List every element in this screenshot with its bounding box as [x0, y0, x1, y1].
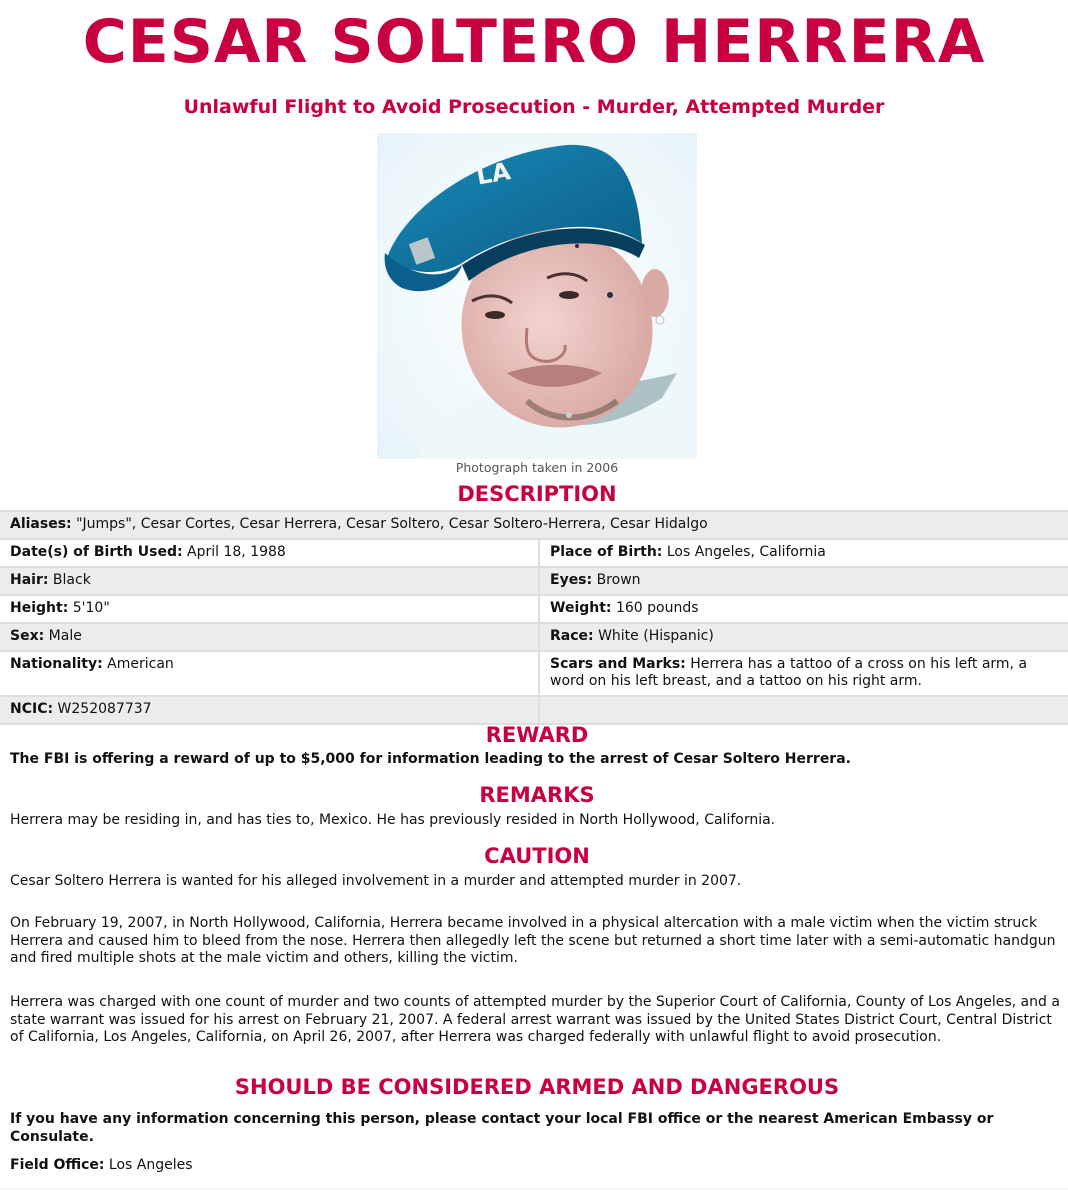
remarks-heading: REMARKS	[479, 783, 595, 807]
height-value: 5'10"	[72, 600, 110, 616]
description-heading: DESCRIPTION	[457, 482, 617, 506]
hair-cell	[0, 567, 539, 595]
empty-cell	[539, 696, 1068, 724]
table-row-ncic	[0, 696, 1068, 724]
sex-value: Male	[48, 628, 82, 644]
eyes-value: Brown	[596, 572, 641, 588]
height-cell	[0, 595, 539, 623]
field-office-label: Field Office:	[10, 1157, 105, 1173]
remarks-text: Herrera may be residing in, and has ties to, Mexico. He has previously resided in North Hollywood, California.	[10, 812, 776, 828]
weight-value: 160 pounds	[615, 600, 699, 616]
table-row-aliases	[0, 511, 1068, 539]
scars-label: Scars and Marks:	[550, 656, 686, 672]
sex-label: Sex:	[10, 628, 45, 644]
table-row-nationality-scars	[0, 651, 1068, 696]
aliases-label: Aliases:	[10, 516, 72, 532]
svg-text:LA: LA	[474, 157, 513, 191]
table-row-hair-eyes	[0, 567, 1068, 595]
table-row-sex-race	[0, 623, 1068, 651]
weight-cell	[539, 595, 1068, 623]
bottom-divider	[0, 1188, 1068, 1189]
nationality-value: American	[107, 656, 174, 672]
dob-label: Date(s) of Birth Used:	[10, 544, 183, 560]
field-office	[10, 1157, 1060, 1175]
place-of-birth-label: Place of Birth:	[550, 544, 663, 560]
reward-heading: REWARD	[485, 723, 589, 747]
scars-value: Herrera has a tattoo of a cross on his left arm, a word on his left breast, and a tattoo on his right arm.	[550, 656, 1028, 689]
race-value: White (Hispanic)	[598, 628, 714, 644]
race-cell	[539, 623, 1068, 651]
table-row-height-weight	[0, 595, 1068, 623]
sex-cell	[0, 623, 539, 651]
scars-cell	[539, 651, 1068, 696]
charge-subtitle: Unlawful Flight to Avoid Prosecution - Murder, Attempted Murder	[183, 96, 885, 118]
aliases-cell	[0, 511, 1068, 539]
place-of-birth-cell	[539, 539, 1068, 567]
dob-value: April 18, 1988	[187, 544, 286, 560]
eyes-label: Eyes:	[550, 572, 593, 588]
armed-dangerous-heading: SHOULD BE CONSIDERED ARMED AND DANGEROUS	[234, 1075, 840, 1099]
table-row-birth	[0, 539, 1068, 567]
caution-paragraph-3: Herrera was charged with one count of murder and two counts of attempted murder by the Superior Court of California, County of Los Angeles, and a state warrant was issued for his arrest on February 21, 2007. A federal arrest warrant was issued by the United States District Court, Central District of California, Los Angeles, California, on April 26, 2007, after Herrera was charged federally with unlawful flight to avoid prosecution.	[10, 994, 1060, 1045]
aliases-value: "Jumps", Cesar Cortes, Cesar Herrera, Cesar Soltero, Cesar Soltero-Herrera, Cesar Hidalgo	[76, 516, 708, 532]
contact-text: If you have any information concerning this person, please contact your local FBI office or the nearest American Embassy or Consulate.	[10, 1111, 994, 1145]
photo-illustration	[377, 133, 697, 459]
dob-cell	[0, 539, 539, 567]
hair-label: Hair:	[10, 572, 49, 588]
caution-paragraph-2: On February 19, 2007, in North Hollywood, California, Herrera became involved in a physical altercation with a male victim when the victim struck Herrera and caused him to bleed from the nose. Herrera then allegedly left the scene but returned a short time later with a semi-automatic handgun and fired multiple shots at the male victim and others, killing the victim.	[10, 915, 1056, 966]
photo-caption: Photograph taken in 2006	[455, 460, 619, 475]
fugitive-name: CESAR SOLTERO HERRERA	[82, 7, 986, 77]
nationality-cell	[0, 651, 539, 696]
caution-paragraph-1: Cesar Soltero Herrera is wanted for his alleged involvement in a murder and attempted murder in 2007.	[10, 873, 742, 889]
height-label: Height:	[10, 600, 69, 616]
ncic-value: W252087737	[57, 701, 152, 717]
race-label: Race:	[550, 628, 594, 644]
caution-heading: CAUTION	[484, 844, 590, 868]
ncic-cell	[0, 696, 539, 724]
weight-label: Weight:	[550, 600, 612, 616]
nationality-label: Nationality:	[10, 656, 103, 672]
reward-text: The FBI is offering a reward of up to $5,000 for information leading to the arrest of Cesar Soltero Herrera.	[10, 751, 851, 767]
place-of-birth-value: Los Angeles, California	[666, 544, 826, 560]
field-office-value: Los Angeles	[108, 1157, 193, 1173]
hair-value: Black	[52, 572, 91, 588]
eyes-cell	[539, 567, 1068, 595]
fugitive-photo	[377, 133, 697, 459]
ncic-label: NCIC:	[10, 701, 54, 717]
description-table	[0, 510, 1068, 725]
